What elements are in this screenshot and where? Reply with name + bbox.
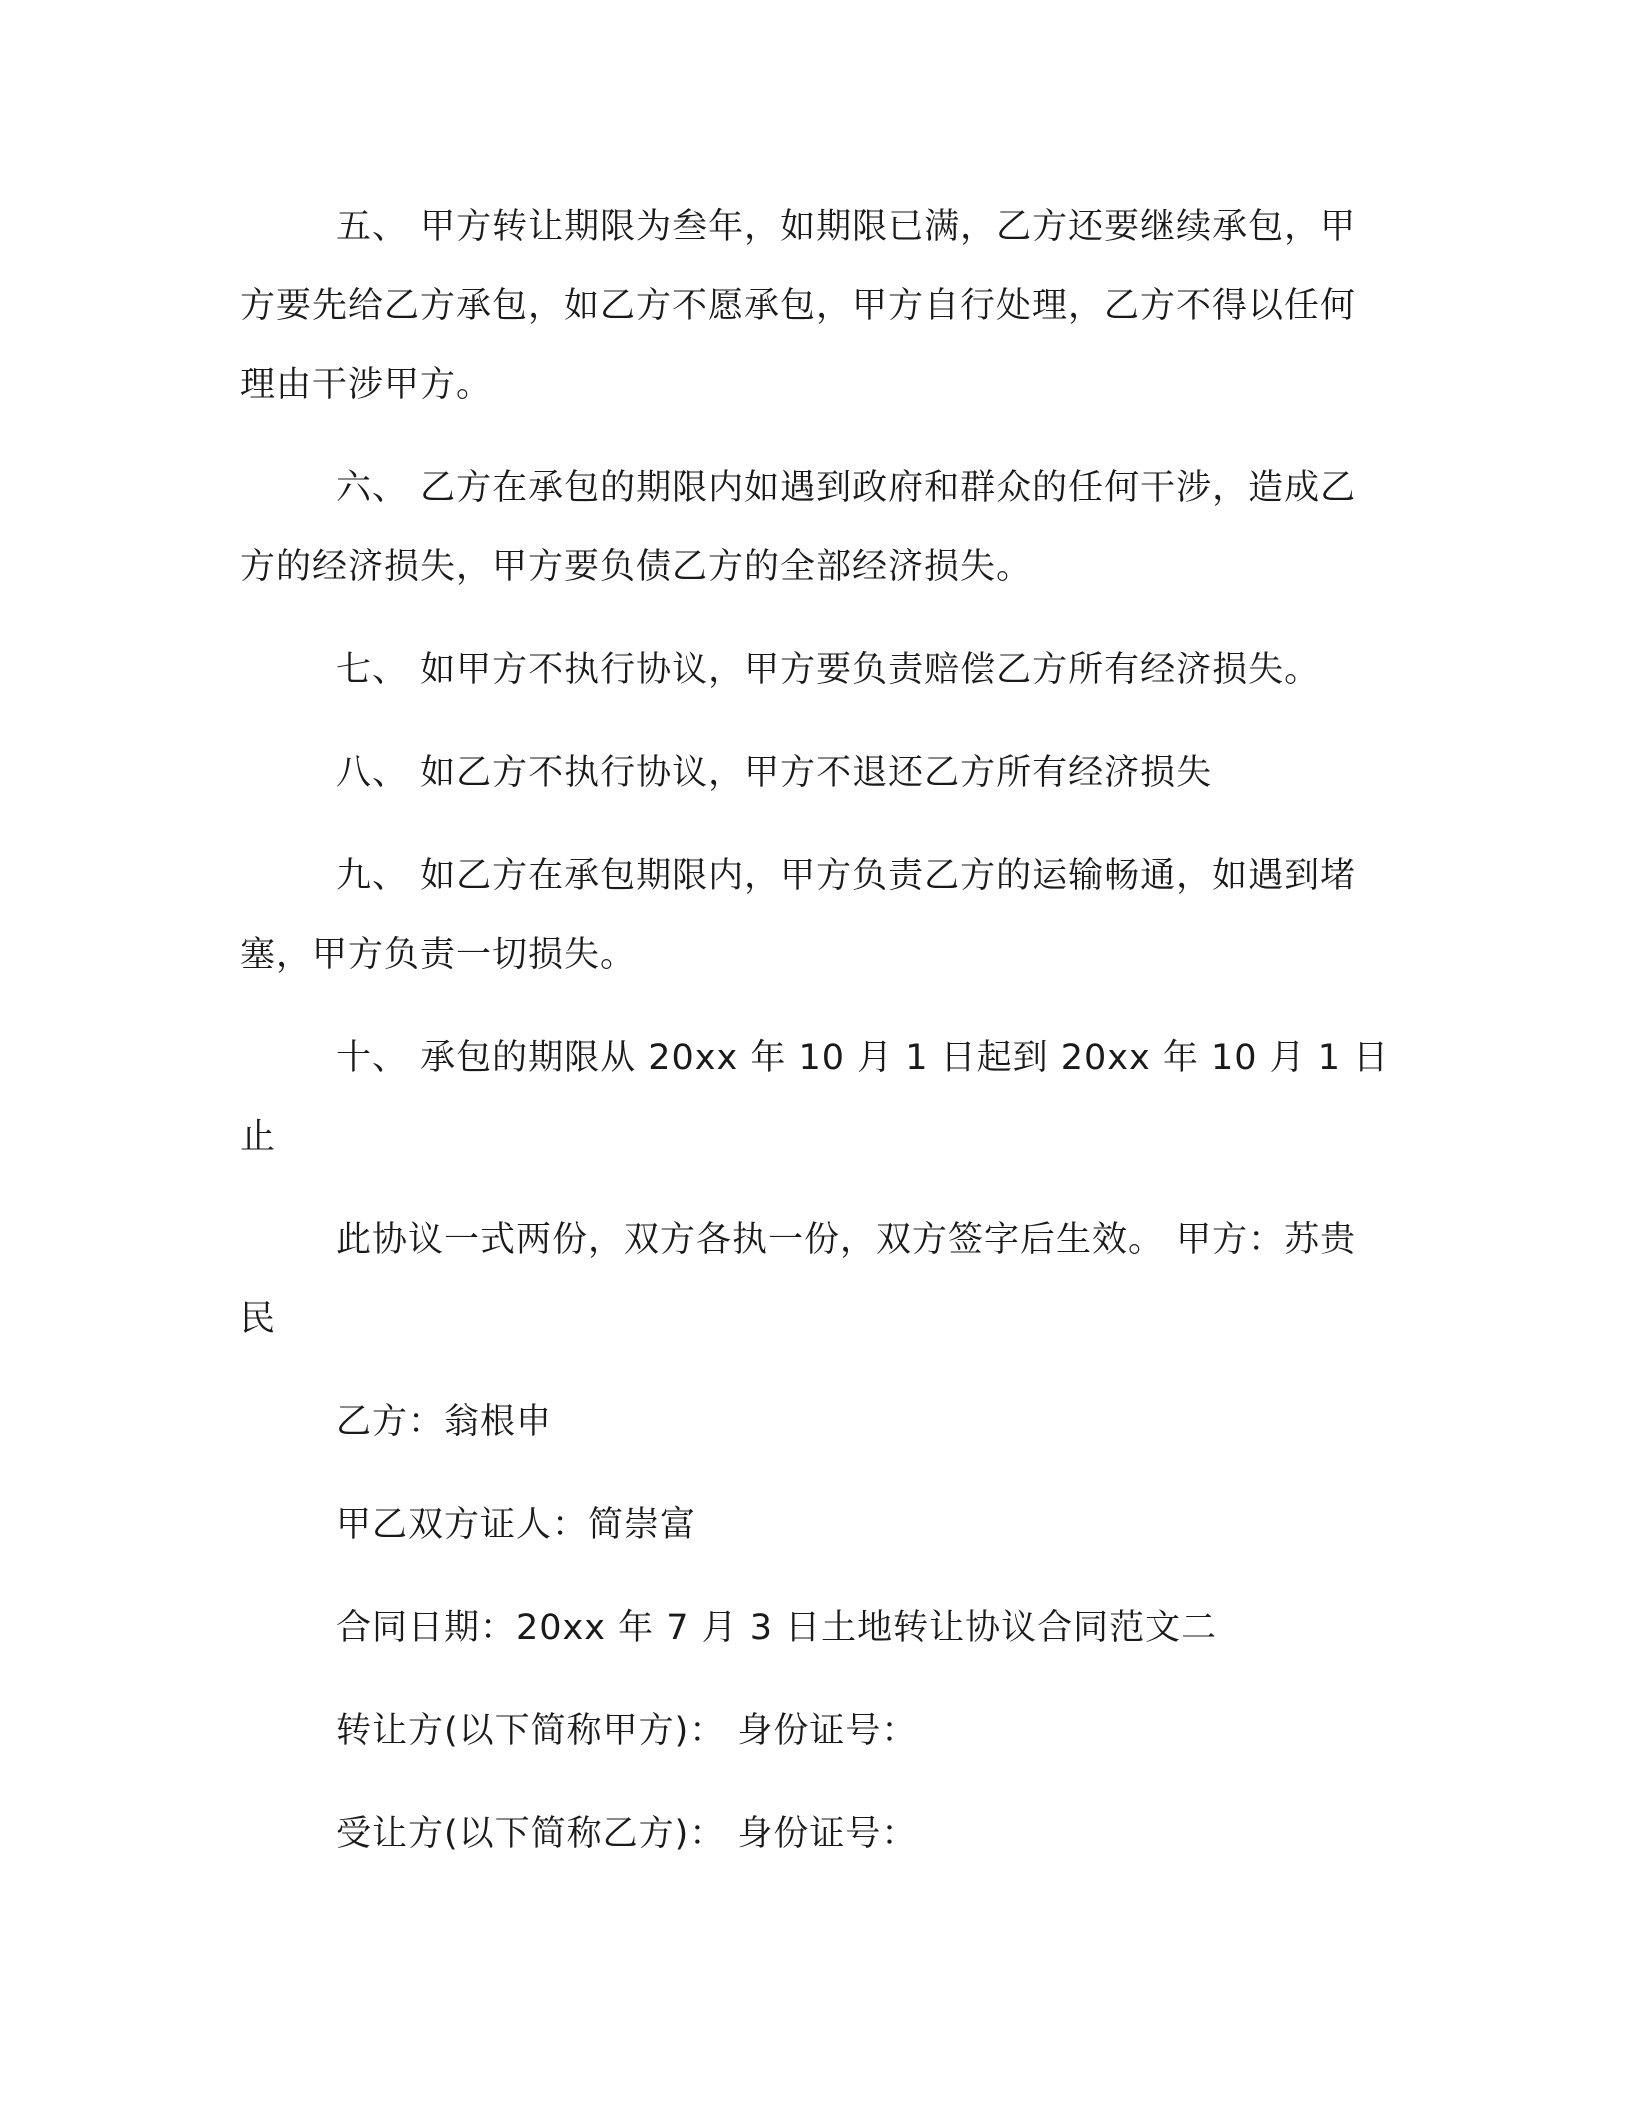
clause-seven: 七、 如甲方不执行协议，甲方要负责赔偿乙方所有经济损失。	[336, 650, 1321, 690]
clause-eight: 八、 如乙方不执行协议，甲方不退还乙方所有经济损失	[336, 753, 1213, 793]
party-b-name: 乙方：翁根申	[336, 1402, 553, 1442]
document-body	[240, 188, 1390, 1874]
clause-ten: 十、 承包的期限从 20xx 年 10 月 1 日起到 20xx 年 10 月 1 日止	[240, 1038, 1390, 1157]
transferee-line: 受让方(以下简称乙方)： 身份证号：	[336, 1814, 918, 1854]
clause-six: 六、 乙方在承包的期限内如遇到政府和群众的任何干涉，造成乙方的经济损失，甲方要负债乙方的全部经济损失。	[240, 468, 1357, 587]
clause-nine: 九、 如乙方在承包期限内，甲方负责乙方的运输畅通，如遇到堵塞，甲方负责一切损失。	[240, 856, 1357, 975]
contract-date: 合同日期：20xx 年 7 月 3 日土地转让协议合同范文二	[336, 1608, 1218, 1648]
agreement-validity-party-a: 此协议一式两份，双方各执一份，双方签字后生效。 甲方：苏贵民	[240, 1220, 1357, 1339]
clause-five: 五、 甲方转让期限为叁年，如期限已满，乙方还要继续承包，甲方要先给乙方承包，如乙方不愿承包，甲方自行处理，乙方不得以任何理由干涉甲方。	[240, 207, 1357, 405]
transferor-line: 转让方(以下简称甲方)： 身份证号：	[336, 1711, 918, 1751]
witness-name: 甲乙双方证人：简崇富	[336, 1505, 697, 1545]
